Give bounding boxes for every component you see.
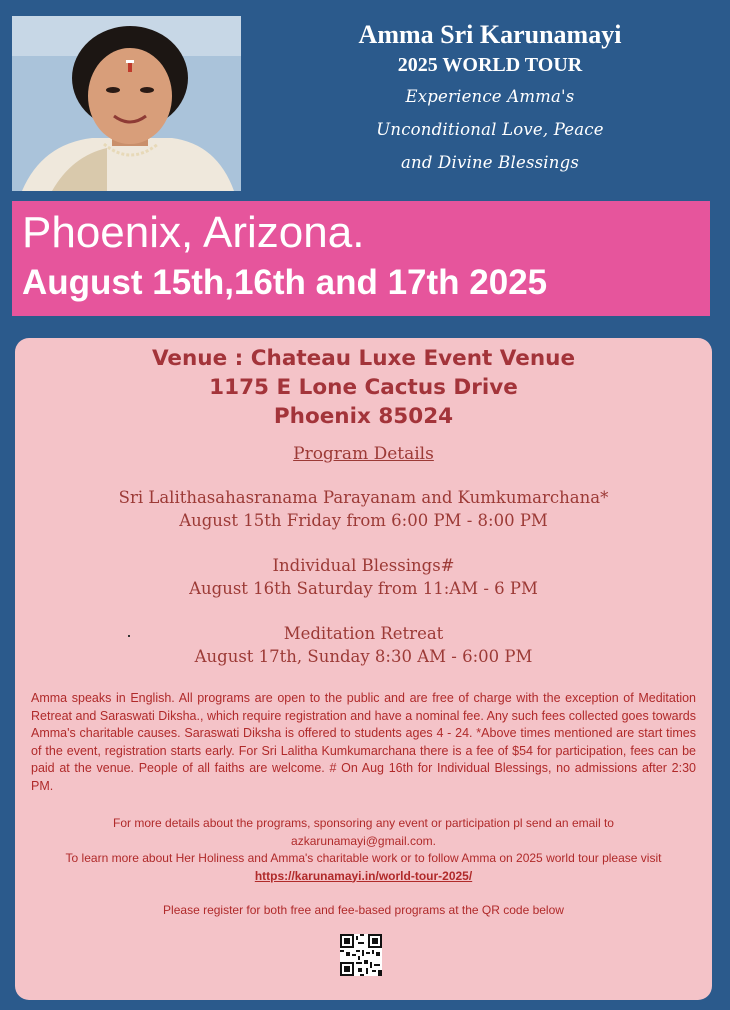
tagline-line-3: and Divine Blessings: [400, 153, 580, 172]
program-details-heading: Program Details: [293, 444, 434, 464]
program-info-paragraph: Amma speaks in English. All programs are open to the public and are free of charge with the exception of Meditation Retreat and Saraswati Diksha., which require registration and have a nominal fee. Any such fees collected goes towards Amma's charitable causes. Saraswati Diksha is offered to students ages 4 - 24. *Above times mentioned are start times of the event, registration starts early. For Sri Lalitha Kumkumarchana there is a fee of $54 for participation, fees can be paid at the venue. People of all faiths are welcome. # On Aug 16th for Individual Blessings, no admissions after 2:30 PM.: [31, 691, 696, 793]
contact-email[interactable]: azkarunamayi@gmail.com.: [291, 833, 436, 848]
stray-dot: [128, 635, 130, 637]
event-item: [15, 554, 712, 600]
venue-name: Venue : Chateau Luxe Event Venue: [151, 346, 576, 371]
event-title: Meditation Retreat: [283, 624, 444, 643]
event-dates: August 15th,16th and 17th 2025: [22, 263, 548, 302]
registration-qr-code-icon[interactable]: [340, 934, 382, 976]
contact-line-email-intro: For more details about the programs, sponsoring any event or participation pl send an email to: [113, 816, 614, 830]
contact-line-website-intro: To learn more about Her Holiness and Amma's charitable work or to follow Amma on 2025 world tour please visit: [65, 851, 662, 865]
amma-portrait-photo: [12, 16, 241, 191]
event-title: Individual Blessings#: [272, 556, 455, 575]
venue-street: 1175 E Lone Cactus Drive: [209, 375, 518, 400]
city-banner: [12, 201, 710, 316]
event-time: August 16th Saturday from 11:AM - 6 PM: [189, 579, 538, 598]
portrait-illustration: [12, 16, 241, 191]
event-item: [15, 622, 712, 668]
contact-info: [15, 815, 712, 885]
tour-name: Amma Sri Karunamayi: [358, 20, 622, 49]
event-item: [15, 486, 712, 532]
event-time: August 15th Friday from 6:00 PM - 8:00 PM: [179, 511, 548, 530]
event-time: August 17th, Sunday 8:30 AM - 6:00 PM: [194, 647, 533, 666]
tour-header: [250, 18, 730, 179]
tour-title: 2025 WORLD TOUR: [397, 54, 583, 76]
tagline-line-2: Unconditional Love, Peace: [376, 120, 604, 139]
tagline-line-1: Experience Amma's: [405, 87, 575, 106]
city-name: Phoenix, Arizona.: [22, 208, 365, 257]
event-title: Sri Lalithasahasranama Parayanam and Kumkumarchana*: [118, 488, 609, 507]
world-tour-link[interactable]: https://karunamayi.in/world-tour-2025/: [254, 868, 473, 883]
content-panel: [15, 338, 712, 1000]
venue-city: Phoenix 85024: [273, 404, 454, 429]
venue-block: [15, 344, 712, 431]
register-note: Please register for both free and fee-based programs at the QR code below: [163, 903, 564, 917]
